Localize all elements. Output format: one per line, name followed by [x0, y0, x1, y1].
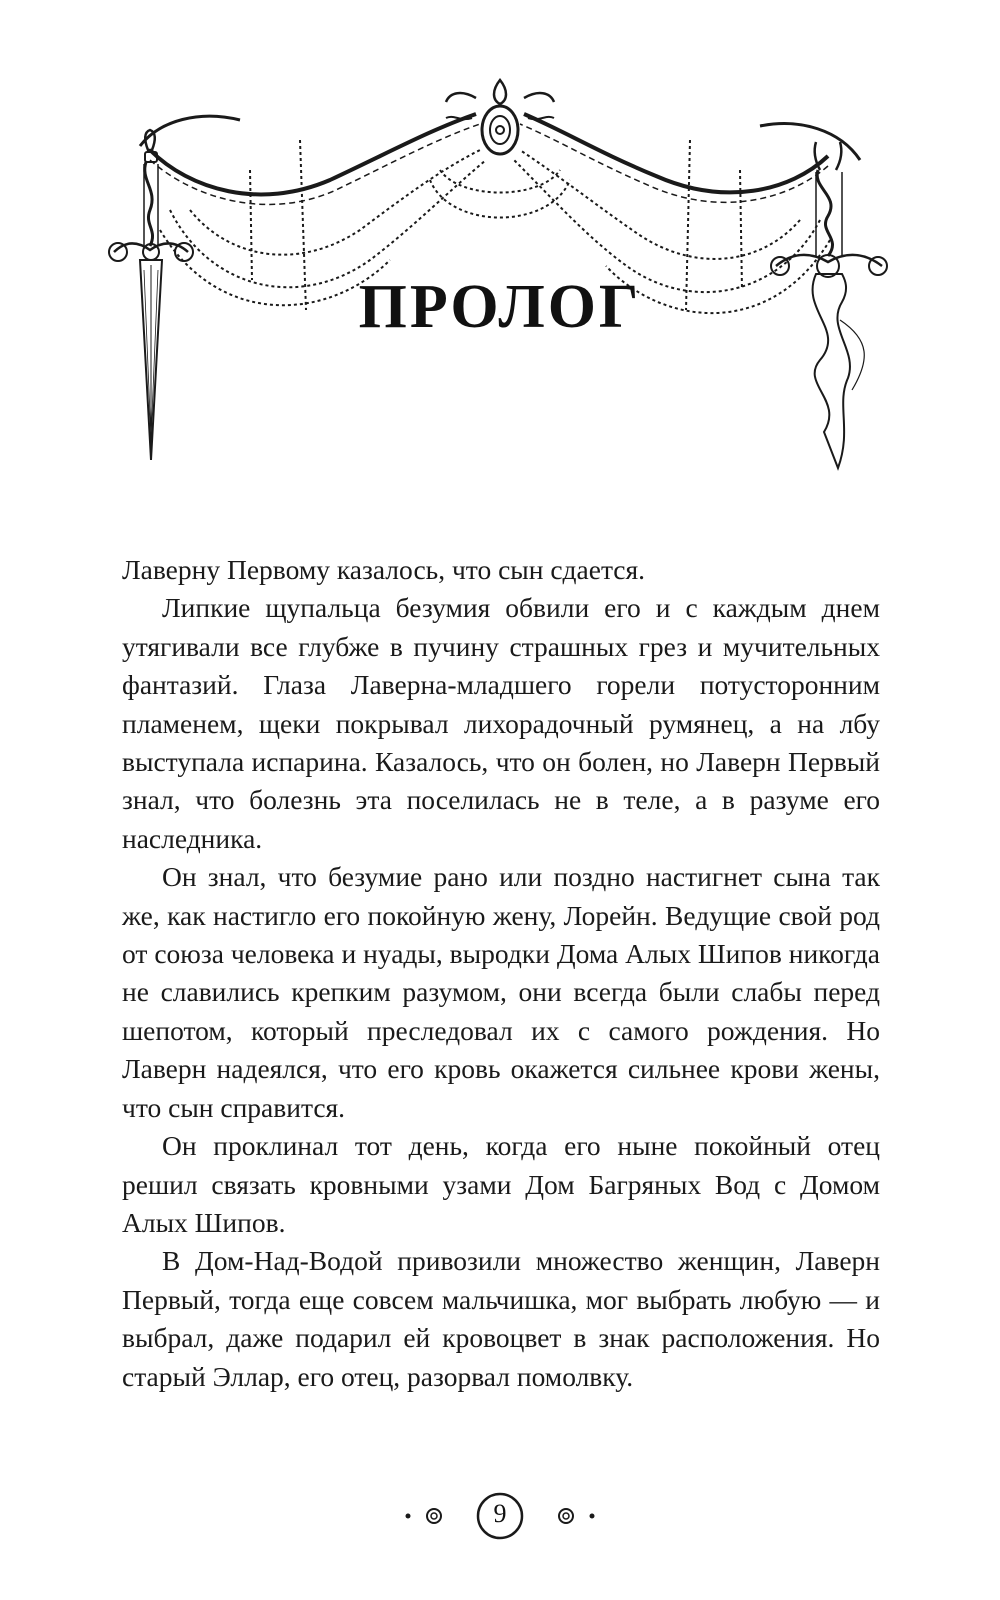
- page-number: 9: [493, 1499, 507, 1528]
- chapter-body-text: [122, 551, 880, 1396]
- paragraph: Он проклинал тот день, когда его ныне покойный отец решил связать кровными узами Дом Багряных Вод с Домом Алых Шипов.: [122, 1130, 880, 1238]
- chains-and-daggers-ornament-icon: [100, 60, 900, 480]
- paragraph: Лаверну Первому казалось, что сын сдается.: [122, 554, 646, 585]
- paragraph: В Дом-Над-Водой привозили множество женщин, Лаверн Первый, тогда еще совсем мальчишка, мог выбрать любую — и выбрал, даже подарил ей кровоцвет в знак расположения. Но старый Эллар, его отец, разорвал помолвку.: [122, 1245, 880, 1392]
- paragraph: Он знал, что безумие рано или поздно настигнет сына так же, как настигло его покойную жену, Лорейн. Ведущие свой род от союза человека и нуады, выродки Дома Алых Шипов никогда не славились крепким разумом, они всегда были слабы перед шепотом, который преследовал их с самого рождения. Но Лаверн надеялся, что его кровь окажется сильнее крови жены, что сын справится.: [122, 861, 880, 1123]
- paragraph: Липкие щупальца безумия обвили его и с каждым днем утягивали все глубже в пучину страшных грез и мучительных фантазий. Глаза Лаверна-младшего горели потусторонним пламенем, щеки покрывал лихорадочный румянец, а на лбу выступала испарина. Казалось, что он болен, но Лаверн Первый знал, что болезнь эта поселилась не в теле, а в разуме его наследника.: [122, 592, 880, 854]
- chapter-title: ПРОЛОГ: [358, 273, 642, 341]
